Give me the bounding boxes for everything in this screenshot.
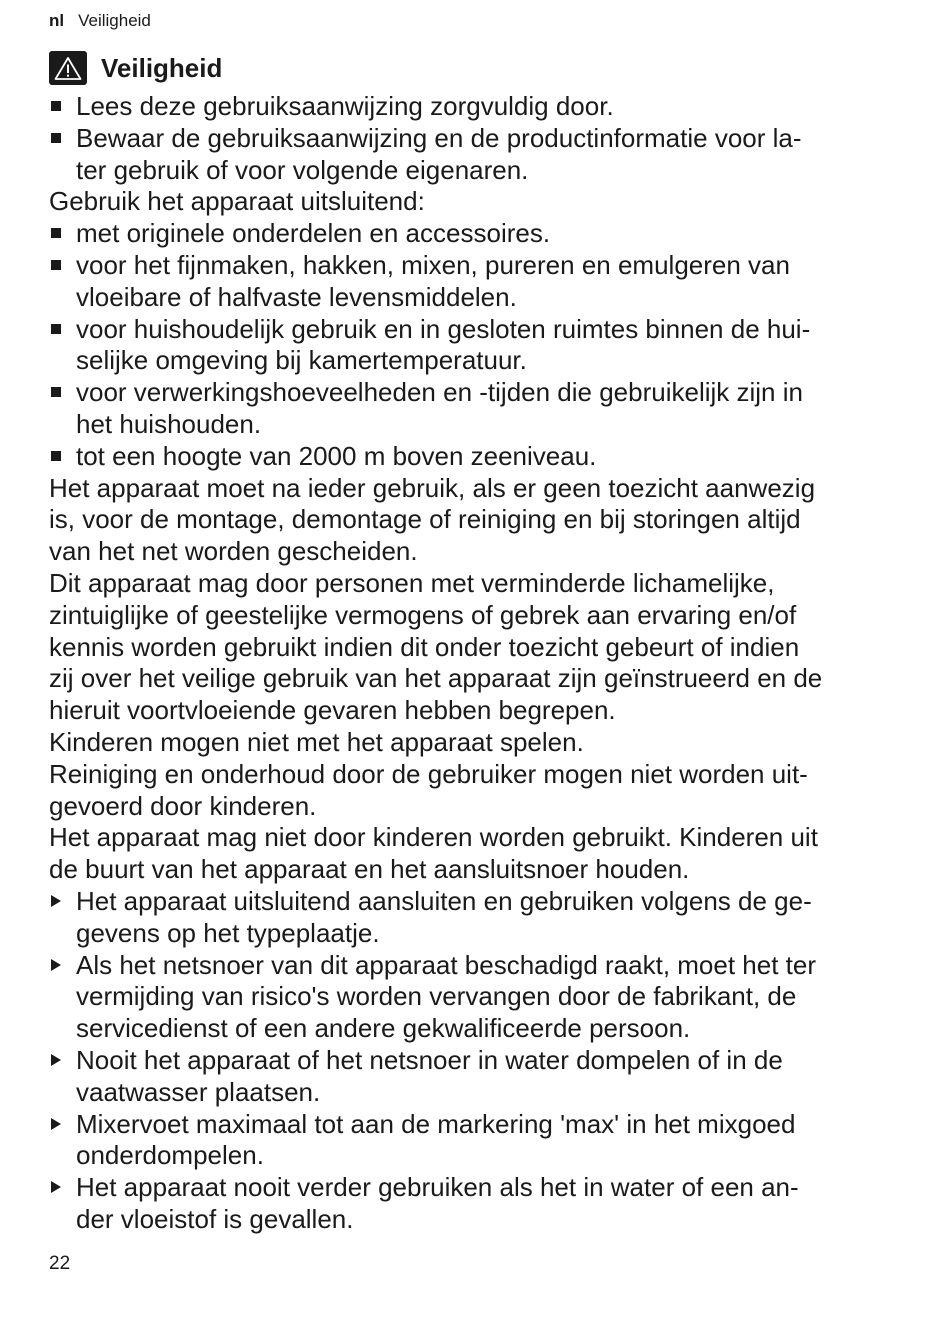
- action-item-text: Mixervoet maximaal tot aan de markering 'max' in het mixgoed onderdompelen.: [76, 1108, 796, 1171]
- paragraph: Het apparaat moet na ieder gebruik, als er geen toezicht aanwezig is, voor de montage, demontage of reiniging en bij storingen altijd van het net worden gescheiden.: [49, 472, 816, 567]
- action-item-text: Nooit het apparaat of het netsnoer in water dompelen of in de vaatwasser plaatsen.: [76, 1044, 783, 1107]
- paragraph: Gebruik het apparaat uitsluitend:: [49, 186, 425, 217]
- square-bullet-icon: [51, 324, 61, 334]
- list-item-text: Lees deze gebruiksaanwijzing zorgvuldig door.: [76, 91, 614, 121]
- safety-content: [49, 91, 899, 1236]
- action-item-text: Als het netsnoer van dit apparaat beschadigd raakt, moet het ter vermijding van risico's worden vervangen door de fabrikant, de servicedienst of een andere gekwalificeerde persoon.: [76, 949, 817, 1044]
- page-number: 22: [49, 1253, 71, 1274]
- paragraph: Kinderen mogen niet met het apparaat spelen.: [49, 726, 584, 757]
- list-item-text: voor huishoudelijk gebruik en in gesloten ruimtes binnen de hui- selijke omgeving bij kamertemperatuur.: [76, 313, 811, 376]
- language-code: nl: [49, 11, 65, 30]
- list-item: [49, 91, 899, 123]
- action-item-text: Het apparaat nooit verder gebruiken als het in water of een an- der vloeistof is gevallen.: [76, 1172, 799, 1234]
- list-item: [49, 250, 899, 314]
- list-item: [49, 314, 899, 378]
- section-heading: [49, 50, 222, 86]
- paragraph: Dit apparaat mag door personen met verminderde lichamelijke, zintuiglijke of geestelijke vermogens of gebrek aan ervaring en/of kennis worden gebruikt indien dit onder toezicht gebeurt of indien zij over het veilige gebruik van het apparaat zijn geïnstrueerd en de hieruit voortvloeiende gevaren hebben begrepen.: [49, 567, 823, 726]
- paragraph: Het apparaat mag niet door kinderen worden gebruikt. Kinderen uit de buurt van het apparaat en het aansluitsnoer houden.: [49, 822, 818, 885]
- list-item: [49, 218, 899, 250]
- square-bullet-icon: [51, 387, 61, 397]
- warning-triangle-icon: [49, 51, 87, 85]
- square-bullet-icon: [51, 228, 61, 238]
- square-bullet-icon: [51, 451, 61, 461]
- triangle-bullet-icon: [51, 895, 61, 907]
- square-bullet-icon: [51, 260, 61, 270]
- action-item: [49, 1045, 899, 1109]
- header-section: Veiligheid: [78, 11, 151, 30]
- list-item-text: voor verwerkingshoeveelheden en -tijden die gebruikelijk zijn in het huishouden.: [76, 377, 803, 439]
- list-item-text: voor het fijnmaken, hakken, mixen, pureren en emulgeren van vloeibare of halfvaste levensmiddelen.: [76, 249, 790, 312]
- square-bullet-icon: [51, 101, 61, 111]
- triangle-bullet-icon: [51, 1118, 61, 1130]
- triangle-bullet-icon: [51, 1054, 61, 1066]
- triangle-bullet-icon: [51, 1181, 61, 1193]
- running-header: [49, 10, 151, 32]
- list-item-text: tot een hoogte van 2000 m boven zeeniveau.: [76, 440, 597, 471]
- square-bullet-icon: [51, 133, 61, 143]
- triangle-bullet-icon: [51, 959, 61, 971]
- paragraph: Reiniging en onderhoud door de gebruiker mogen niet worden uit- gevoerd door kinderen.: [49, 758, 808, 821]
- list-item: [49, 441, 899, 473]
- list-item-text: Bewaar de gebruiksaanwijzing en de productinformatie voor la- ter gebruik of voor volgende eigenaren.: [76, 122, 802, 185]
- action-item-text: Het apparaat uitsluitend aansluiten en gebruiken volgens de ge- gevens op het typeplaatje.: [76, 885, 812, 948]
- page-title: Veiligheid: [101, 52, 223, 83]
- list-item-text: met originele onderdelen en accessoires.: [76, 218, 551, 249]
- list-item: [49, 123, 899, 187]
- list-item: [49, 377, 899, 441]
- action-item: [49, 886, 899, 950]
- action-item: [49, 1172, 899, 1236]
- action-item: [49, 950, 899, 1045]
- action-item: [49, 1109, 899, 1173]
